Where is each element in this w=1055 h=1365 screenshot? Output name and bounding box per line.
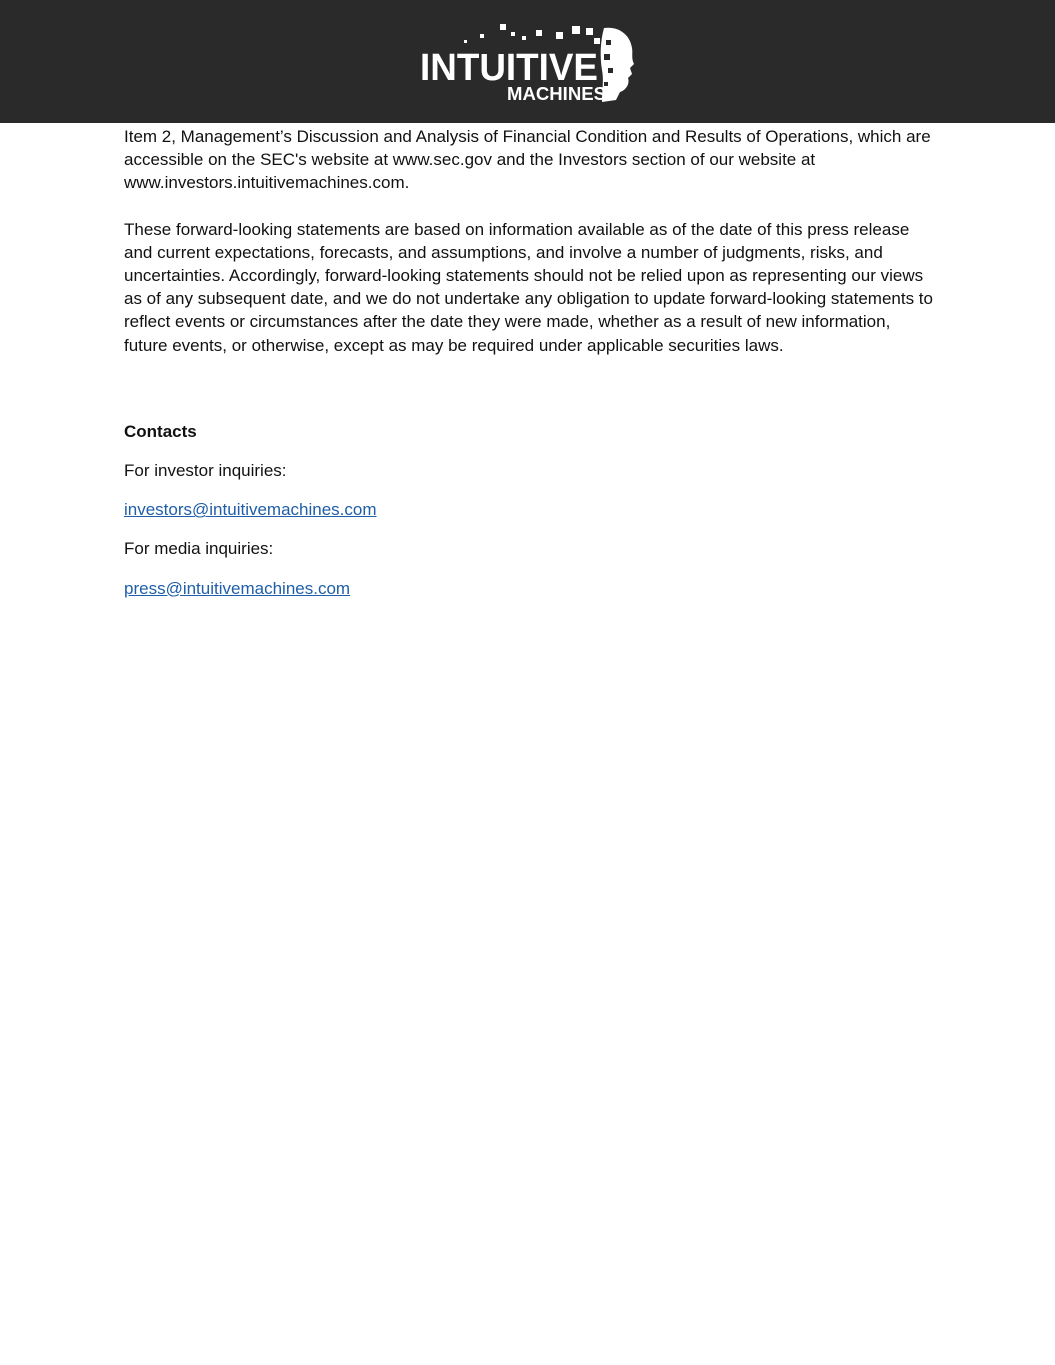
logo-wordmark: INTUITIVE (420, 47, 598, 89)
document-body (124, 125, 934, 600)
contacts-heading: Contacts (124, 421, 197, 441)
intuitive-machines-logo (418, 20, 638, 106)
investor-inquiries-label: For investor inquiries: (124, 461, 287, 481)
media-inquiries-label: For media inquiries: (124, 539, 274, 559)
paragraph-sec-filings: Item 2, Management’s Discussion and Analysis of Financial Condition and Results of Operations, which are accessible on the SEC's website at www.sec.gov and the Investors section of our website at www.investors.intuitivemachines.com. (124, 127, 931, 193)
logo-subtext: MACHINES (507, 84, 606, 104)
investor-email-link[interactable]: investors@intuitivemachines.com (124, 500, 377, 520)
press-email-link[interactable]: press@intuitivemachines.com (124, 578, 351, 598)
header-bar (0, 0, 1055, 123)
paragraph-forward-looking: These forward-looking statements are based on information available as of the date of this press release and current expectations, forecasts, and assumptions, and involve a number of judgments, risks, and uncertainties. Accordingly, forward-looking statements should not be relied upon as representing our views as of any subsequent date, and we do not undertake any obligation to update forward-looking statements to reflect events or circumstances after the date they were made, whether as a result of new information, future events, or otherwise, except as may be required under applicable securities laws. (124, 219, 933, 355)
